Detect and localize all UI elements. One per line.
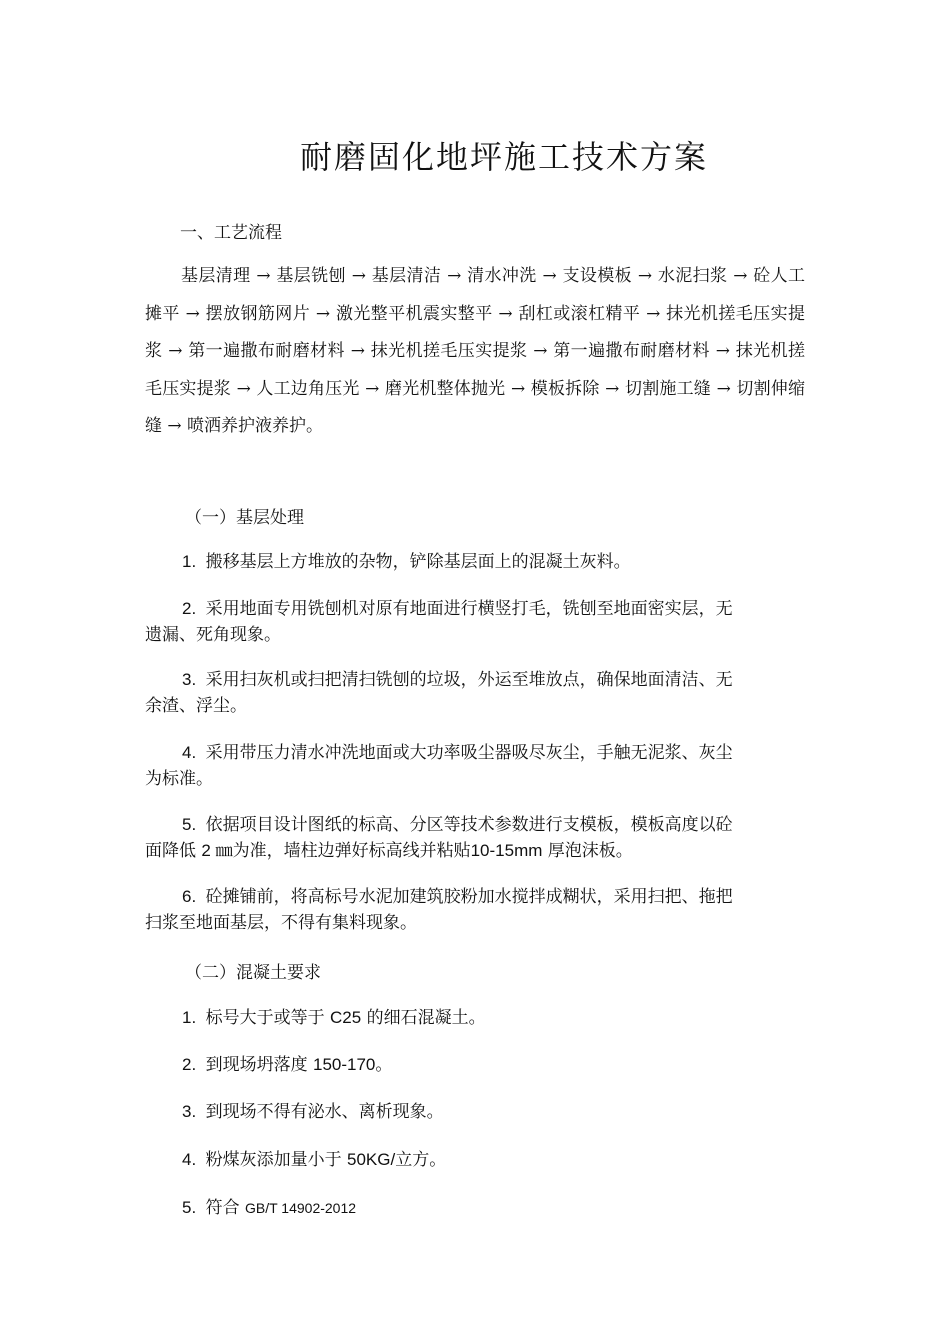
document-title: 耐磨固化地坪施工技术方案 <box>300 138 709 176</box>
list-item: 5. 依据项目设计图纸的标高、分区等技术参数进行支模板，模板高度以砼 面降低 2 ㎜为准，墙柱边弹好标高线并粘贴10-15mm 厚泡沫板。 <box>145 815 733 861</box>
subsection-heading-base: （一）基层处理 <box>185 508 304 528</box>
list-item: 5. 符合 GB/T 14902-2012 <box>182 1198 357 1218</box>
process-flow-paragraph: 基层清理 → 基层铣刨 → 基层清洁 → 清水冲洗 → 支设模板 → 水泥扫浆 → 砼人工摊平 → 摆放钢筋网片 → 激光整平机震实整平 → 刮杠或滚杠精平 → 抹光机搓毛压实提浆 → 第一遍撒布耐磨材料 → 抹光机搓毛压实提浆 → 第一遍撒布耐磨材料 → 抹光机搓毛压实提浆 → 人工边角压光 → 磨光机整体抛光 → 模板拆除 → 切割施工缝 → 切割伸缩缝 → 喷洒养护液养护。 <box>145 266 805 436</box>
list-item: 6. 砼摊铺前，将高标号水泥加建筑胶粉加水搅拌成糊状，采用扫把、拖把 扫浆至地面基层，不得有集料现象。 <box>145 887 733 933</box>
list-item: 4. 粉煤灰添加量小于 50KG/立方。 <box>182 1150 447 1170</box>
list-item: 3. 采用扫灰机或扫把清扫铣刨的垃圾，外运至堆放点，确保地面清洁、无 余渣、浮尘。 <box>145 670 733 716</box>
list-item: 2. 采用地面专用铣刨机对原有地面进行横竖打毛，铣刨至地面密实层，无 遗漏、死角现象。 <box>145 599 733 645</box>
list-item: 2. 到现场坍落度 150-170。 <box>182 1055 393 1075</box>
list-item: 3. 到现场不得有泌水、离析现象。 <box>182 1102 444 1122</box>
section-heading-process: 一、工艺流程 <box>180 223 282 243</box>
list-item: 4. 采用带压力清水冲洗地面或大功率吸尘器吸尽灰尘，手触无泥浆、灰尘 为标准。 <box>145 743 733 789</box>
subsection-heading-concrete: （二）混凝土要求 <box>185 963 321 983</box>
list-item: 1. 标号大于或等于 C25 的细石混凝土。 <box>182 1008 486 1028</box>
list-item: 1. 搬移基层上方堆放的杂物，铲除基层面上的混凝土灰料。 <box>182 552 631 572</box>
